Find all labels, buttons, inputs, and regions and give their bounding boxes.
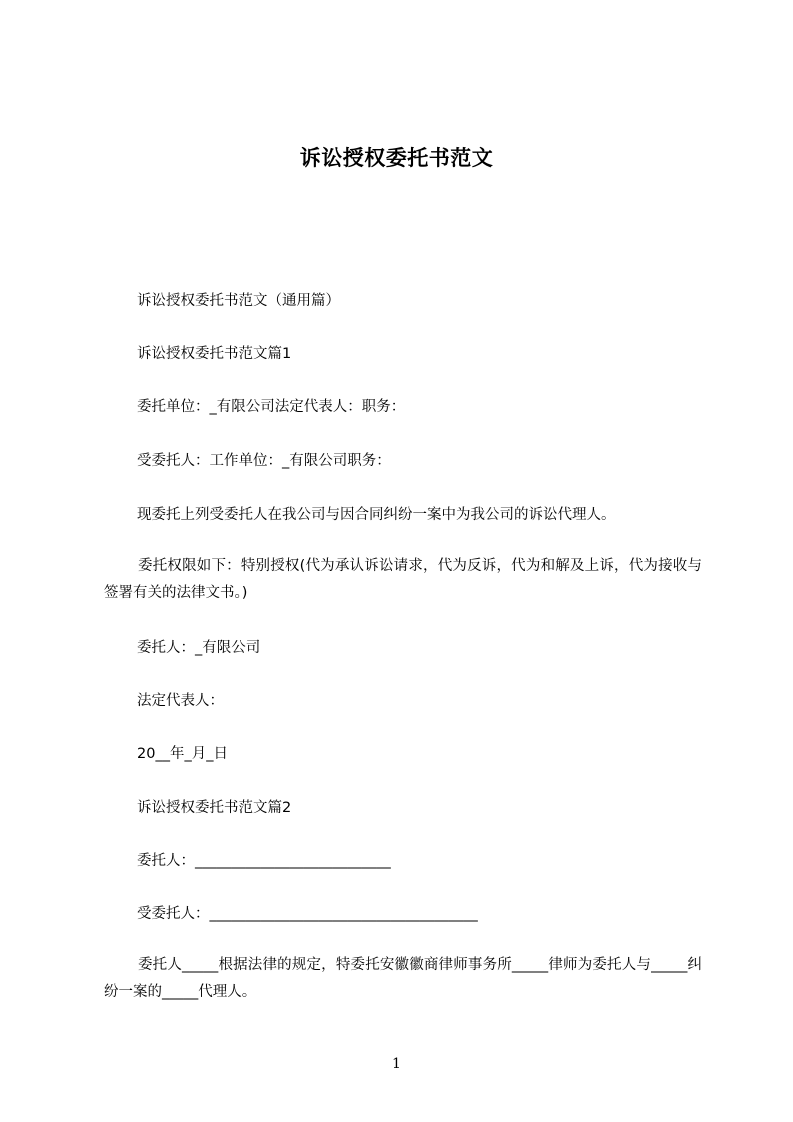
paragraph-agent: 受委托人：工作单位：_有限公司职务：: [137, 453, 391, 469]
paragraph-principal-blank: 委托人：___________________________: [137, 853, 391, 869]
paragraph-entrustment: 委托人_____根据法律的规定，特委托安徽徽商律师事务所_____律师为委托人与_____纠纷一案的_____代理人。: [104, 957, 702, 1000]
paragraph-authority: 委托权限如下：特别授权(代为承认诉讼请求，代为反诉，代为和解及上诉，代为接收与签署有关的法律文书。): [104, 558, 702, 601]
page-number: 1: [392, 1056, 401, 1072]
paragraph-principal: 委托人：_有限公司: [137, 640, 261, 656]
paragraph-section-1-heading: 诉讼授权委托书范文篇1: [137, 346, 292, 362]
document-title: 诉讼授权委托书范文: [299, 146, 494, 170]
paragraph-agent-blank: 受委托人：_____________________________________: [137, 906, 478, 922]
paragraph-principal-unit: 委托单位：_有限公司法定代表人：职务：: [137, 399, 406, 415]
paragraph-subtitle: 诉讼授权委托书范文（通用篇）: [137, 293, 340, 309]
paragraph-legal-representative: 法定代表人：: [137, 693, 224, 709]
paragraph-appointment: 现委托上列受委托人在我公司与因合同纠纷一案中为我公司的诉讼代理人。: [137, 507, 616, 523]
paragraph-section-2-heading: 诉讼授权委托书范文篇2: [137, 800, 292, 816]
paragraph-date: 20__年_月_日: [137, 746, 228, 762]
